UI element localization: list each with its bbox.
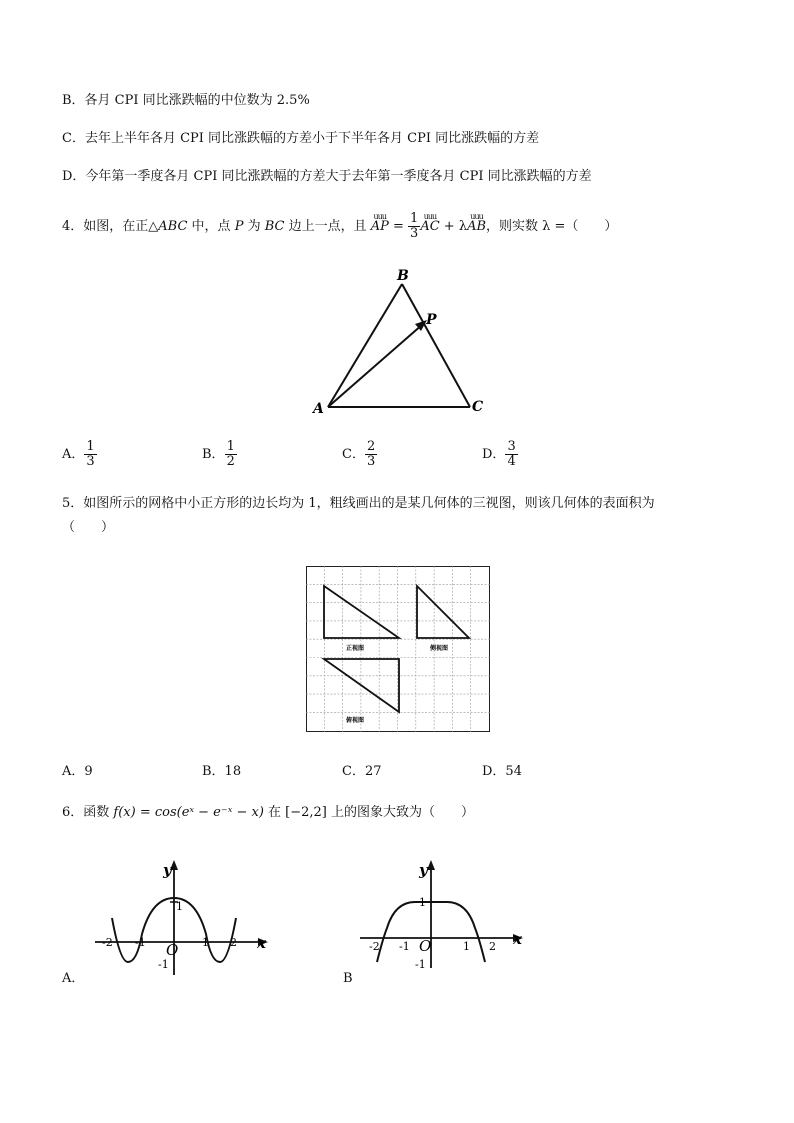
- frac-num: 1: [410, 211, 419, 226]
- q4-suffix: ，则实数 λ =（ ）: [486, 219, 618, 234]
- graph-a-label-neg1: -1: [158, 958, 169, 971]
- q4-prefix: 4．如图，在正△: [62, 219, 159, 234]
- graph-b: [355, 850, 545, 980]
- q4-eq: =: [388, 219, 409, 234]
- top-view-label: 俯视图: [346, 717, 365, 724]
- q4-option-b: [202, 440, 237, 469]
- fraction-one-third: [408, 212, 420, 241]
- graph-b-label-2: 2: [489, 940, 496, 953]
- vector-ab-label: AB: [467, 219, 487, 234]
- side-ab: [328, 284, 402, 407]
- vector-ap-line: [328, 324, 423, 407]
- graph-b-label-neg1-x: -1: [399, 940, 410, 953]
- graph-b-origin: O: [419, 937, 432, 955]
- option-d-text: D．今年第一季度各月 CPI 同比涨跌幅的方差大于去年第一季度各月 CPI 同比涨跌幅的方差: [62, 169, 592, 184]
- graph-a-caption: A．: [62, 971, 85, 986]
- q5-option-c: C．27: [342, 764, 382, 779]
- q6-suffix: 上的图象大致为（ ）: [326, 805, 475, 820]
- graph-b-label-1: 1: [419, 896, 426, 909]
- q4-option-b-den: 2: [226, 454, 235, 469]
- q4-abc: ABC: [158, 219, 188, 234]
- graph-b-y-label: y: [419, 861, 428, 879]
- q4-option-d-letter: D．: [482, 447, 506, 462]
- label-b: B: [397, 268, 409, 284]
- q4-option-d-den: 4: [507, 454, 516, 469]
- q4-option-a-letter: A．: [62, 447, 85, 462]
- grid-border: [307, 567, 490, 732]
- q4-mid3: 边上一点，且: [284, 219, 371, 234]
- q5-option-b: B．18: [202, 764, 242, 779]
- option-c-text: C．去年上半年各月 CPI 同比涨跌幅的方差小于下半年各月 CPI 同比涨跌幅的方差: [62, 131, 540, 146]
- graph-a-origin: O: [166, 941, 179, 959]
- question-5-text-line2: （ ）: [62, 520, 115, 535]
- graph-a-label-2: 2: [230, 936, 237, 949]
- question-6-text: [62, 804, 474, 822]
- q5-option-a: A．9: [62, 764, 93, 779]
- graph-a: [90, 850, 280, 980]
- q4-p: P: [234, 219, 244, 234]
- q4-option-a-den: 3: [86, 454, 95, 469]
- vector-ac-label: AC: [420, 219, 440, 234]
- triangle-figure: [305, 262, 495, 422]
- option-b-text: B．各月 CPI 同比涨跌幅的中位数为 2.5%: [62, 93, 310, 108]
- q4-option-d: [482, 440, 518, 469]
- graph-b-y-arrow: [427, 860, 435, 870]
- side-bc: [402, 284, 470, 407]
- graph-b-x-label: x: [513, 930, 522, 948]
- graph-b-label-neg2: -2: [369, 940, 380, 953]
- graph-a-label-1: 1: [176, 900, 183, 913]
- graph-a-x-label: x: [257, 934, 266, 952]
- vector-arrow-mark: uuu: [470, 212, 483, 221]
- side-view-label: 侧视图: [430, 645, 449, 652]
- q4-option-a: [62, 440, 97, 469]
- q4-option-d-num: 3: [507, 439, 516, 454]
- vector-arrow-mark: uuu: [423, 212, 437, 221]
- three-view-figure: [306, 566, 490, 732]
- q4-plus: + λ: [439, 219, 468, 234]
- q6-function: f(x) = cos(eˣ − e⁻ˣ − x): [113, 805, 264, 820]
- vector-ac: [420, 212, 440, 236]
- vector-ab: [467, 212, 487, 236]
- graph-a-label-1-x: 1: [202, 936, 209, 949]
- question-4-text: [62, 212, 617, 241]
- frac-den: 3: [410, 226, 419, 241]
- graph-a-label-neg1-x: -1: [135, 936, 146, 949]
- graph-b-label-neg1: -1: [415, 958, 426, 971]
- label-a: A: [313, 401, 324, 417]
- q6-prefix: 6．函数: [62, 805, 114, 820]
- q6-mid: 在: [263, 805, 286, 820]
- q4-option-c-num: 2: [366, 439, 376, 454]
- q4-option-c: [342, 440, 377, 469]
- graph-a-y-label: y: [163, 861, 172, 879]
- q4-option-b-num: 1: [226, 439, 235, 454]
- q6-interval: [−2,2]: [285, 805, 327, 820]
- q4-mid2: 为: [243, 219, 265, 234]
- q4-option-c-den: 3: [366, 454, 376, 469]
- vector-ap: [370, 212, 389, 236]
- q5-option-d: D．54: [482, 764, 522, 779]
- graph-b-label-1-x: 1: [463, 940, 470, 953]
- vector-arrow-mark: uuu: [373, 212, 387, 221]
- q4-bc: BC: [264, 219, 285, 234]
- front-view-label: 正视图: [346, 645, 365, 652]
- question-5-text-line1: 5．如图所示的网格中小正方形的边长均为 1，粗线画出的是某几何体的三视图，则该几何体的表面积为: [62, 496, 655, 511]
- q4-option-c-letter: C．: [342, 447, 365, 462]
- q4-option-a-num: 1: [86, 439, 95, 454]
- label-c: C: [472, 399, 484, 415]
- graph-b-caption: B: [343, 971, 353, 986]
- q4-mid1: 中，点: [187, 219, 235, 234]
- vector-ap-label: AP: [370, 219, 389, 234]
- q4-option-b-letter: B．: [202, 447, 225, 462]
- graph-a-label-neg2: -2: [102, 936, 113, 949]
- label-p: P: [426, 312, 437, 328]
